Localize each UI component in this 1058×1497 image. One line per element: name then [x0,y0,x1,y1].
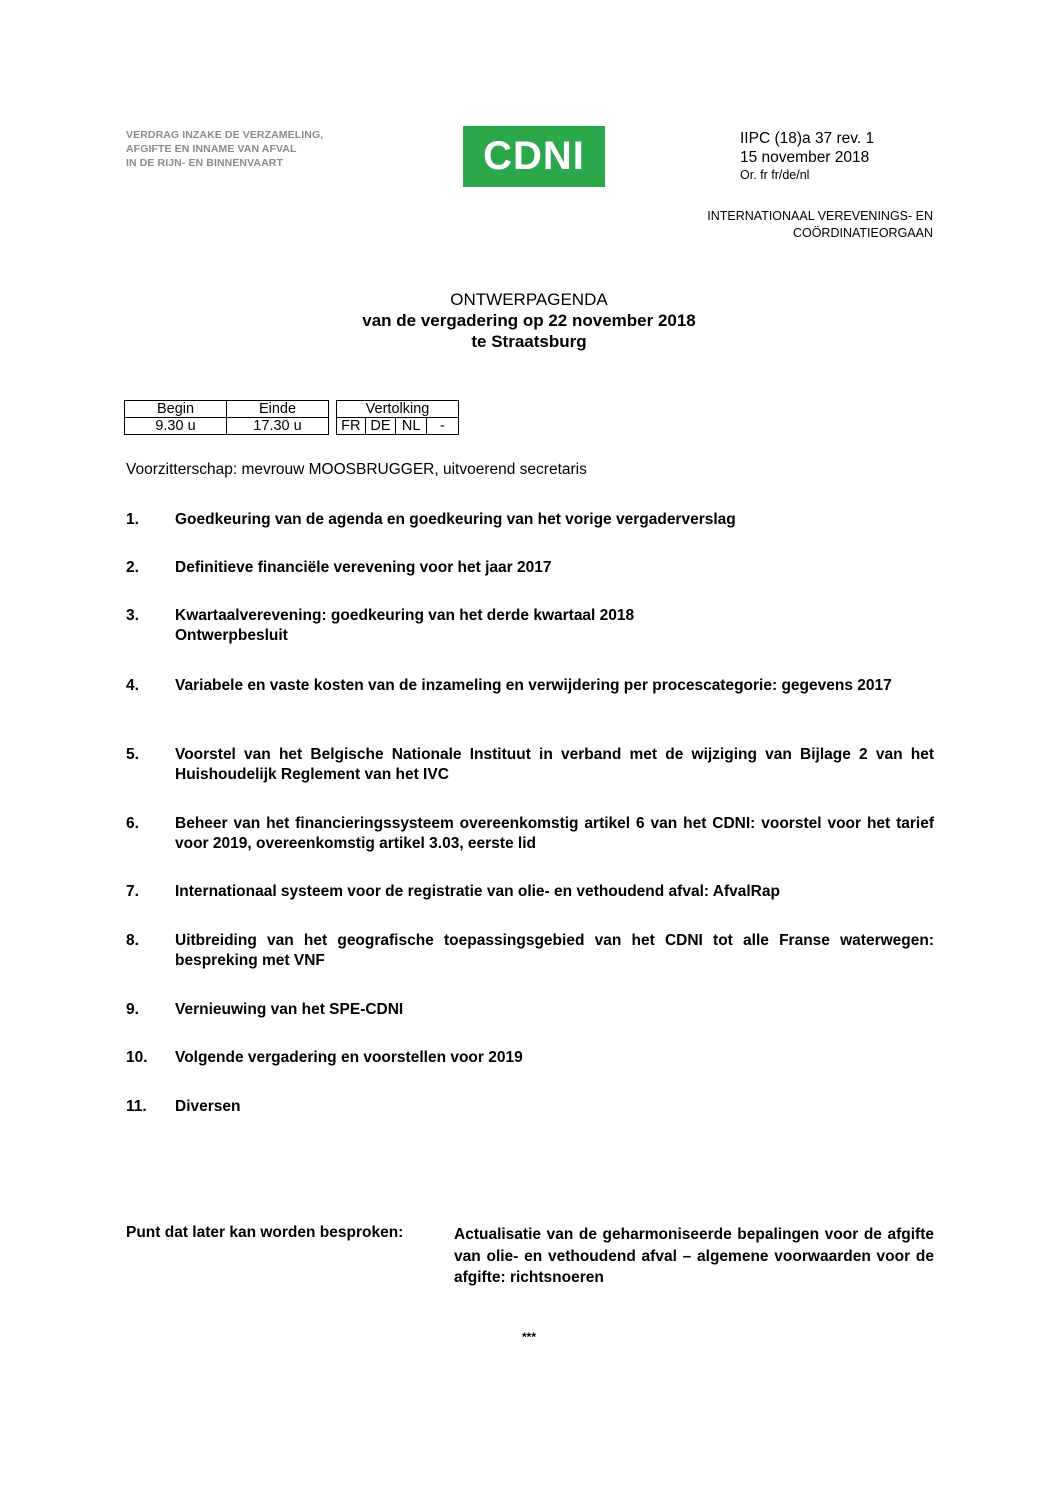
convention-name-line: VERDRAG INZAKE DE VERZAMELING, [126,129,324,141]
agenda-item [126,676,934,696]
agenda-item-text: Definitieve financiële verevening voor het jaar 2017 [175,559,552,576]
agenda-item-text: Uitbreiding van het geografische toepassingsgebied van het CDNI tot alle Franse waterwegen: bespreking met VNF [175,932,934,969]
agenda-item [126,1048,934,1068]
meeting-date: van de vergadering op 22 november 2018 [362,311,696,330]
agenda-item [126,510,934,530]
cdni-logo [463,126,605,187]
end-marker: *** [521,1330,536,1344]
agenda-title [0,289,1058,352]
issuing-body [613,208,933,242]
agenda-item-number: 4. [126,677,139,694]
agenda-item [126,931,934,970]
convention-name-line: IN DE RIJN- EN BINNENVAART [126,157,283,169]
interpretation-label: Vertolking [337,401,459,418]
agenda-item-number: 7. [126,883,139,900]
end-value: 17.30 u [227,418,329,435]
issuing-body-line: INTERNATIONAAL VEREVENINGS- EN [707,209,933,223]
agenda-item-text: Internationaal systeem voor de registratie van olie- en vethoudend afval: AfvalRap [175,883,780,900]
language-cell: NL [396,418,427,435]
language-cell: DE [365,418,396,435]
agenda-item-text: Goedkeuring van de agenda en goedkeuring van het vorige vergaderverslag [175,511,736,528]
begin-label: Begin [125,401,227,418]
agenda-item-number: 10. [126,1049,148,1066]
later-point-text: Actualisatie van de geharmoniseerde bepalingen voor de afgifte van olie- en vethoudend afval – algemene voorwaarden voor de afgifte: richtsnoeren [454,1226,934,1286]
language-cell: FR [337,418,366,435]
document-reference-block [740,129,874,183]
document-date: 15 november 2018 [740,149,870,166]
later-point-label: Punt dat later kan worden besproken: [126,1224,404,1241]
agenda-item-subtext: Ontwerpbesluit [175,626,288,644]
agenda-item [126,606,934,645]
agenda-item-text: Diversen [175,1098,241,1115]
agenda-item-number: 6. [126,815,139,832]
document-reference: IIPC (18)a 37 rev. 1 [740,130,875,147]
agenda-item [126,558,934,578]
agenda-item [126,1097,934,1117]
agenda-title-main: ONTWERPAGENDA [450,290,608,309]
issuing-body-line: COÖRDINATIEORGAAN [792,226,933,240]
convention-name-line: AFGIFTE EN INNAME VAN AFVAL [126,143,297,155]
language-cell: - [426,418,458,435]
agenda-item-number: 5. [126,746,139,763]
agenda-item [126,882,934,902]
agenda-item-number: 3. [126,607,139,624]
chairmanship: Voorzitterschap: mevrouw MOOSBRUGGER, uitvoerend secretaris [126,461,587,478]
agenda-item-text: Vernieuwing van het SPE-CDNI [175,1001,404,1018]
agenda-item [126,745,934,784]
agenda-item-number: 11. [126,1098,147,1115]
meeting-location: te Straatsburg [471,332,587,351]
interpretation-table [336,400,459,435]
agenda-item-number: 8. [126,932,139,949]
agenda-item [126,1000,934,1020]
agenda-item-text: Variabele en vaste kosten van de inzameling en verwijdering per procescategorie: gegevens 2017 [175,677,892,694]
convention-name [126,128,386,170]
original-language: Or. fr fr/de/nl [740,168,810,182]
agenda-item-text: Volgende vergadering en voorstellen voor 2019 [175,1049,523,1066]
agenda-item-text: Voorstel van het Belgische Nationale Instituut in verband met de wijziging van Bijlage 2 van het Huishoudelijk Reglement van het IVC [175,746,934,783]
agenda-item-text: Beheer van het financieringssysteem overeenkomstig artikel 6 van het CDNI: voorstel voor het tarief voor 2019, overeenkomstig artikel 3.03, eerste lid [175,815,934,852]
cdni-logo-text: CDNI [483,134,585,178]
agenda-item-number: 1. [126,511,139,528]
end-label: Einde [227,401,329,418]
agenda-item-number: 2. [126,559,139,576]
begin-value: 9.30 u [125,418,227,435]
agenda-item [126,814,934,853]
agenda-item-number: 9. [126,1001,139,1018]
agenda-item-text: Kwartaalverevening: goedkeuring van het derde kwartaal 2018 [175,607,635,624]
time-table [124,400,329,435]
